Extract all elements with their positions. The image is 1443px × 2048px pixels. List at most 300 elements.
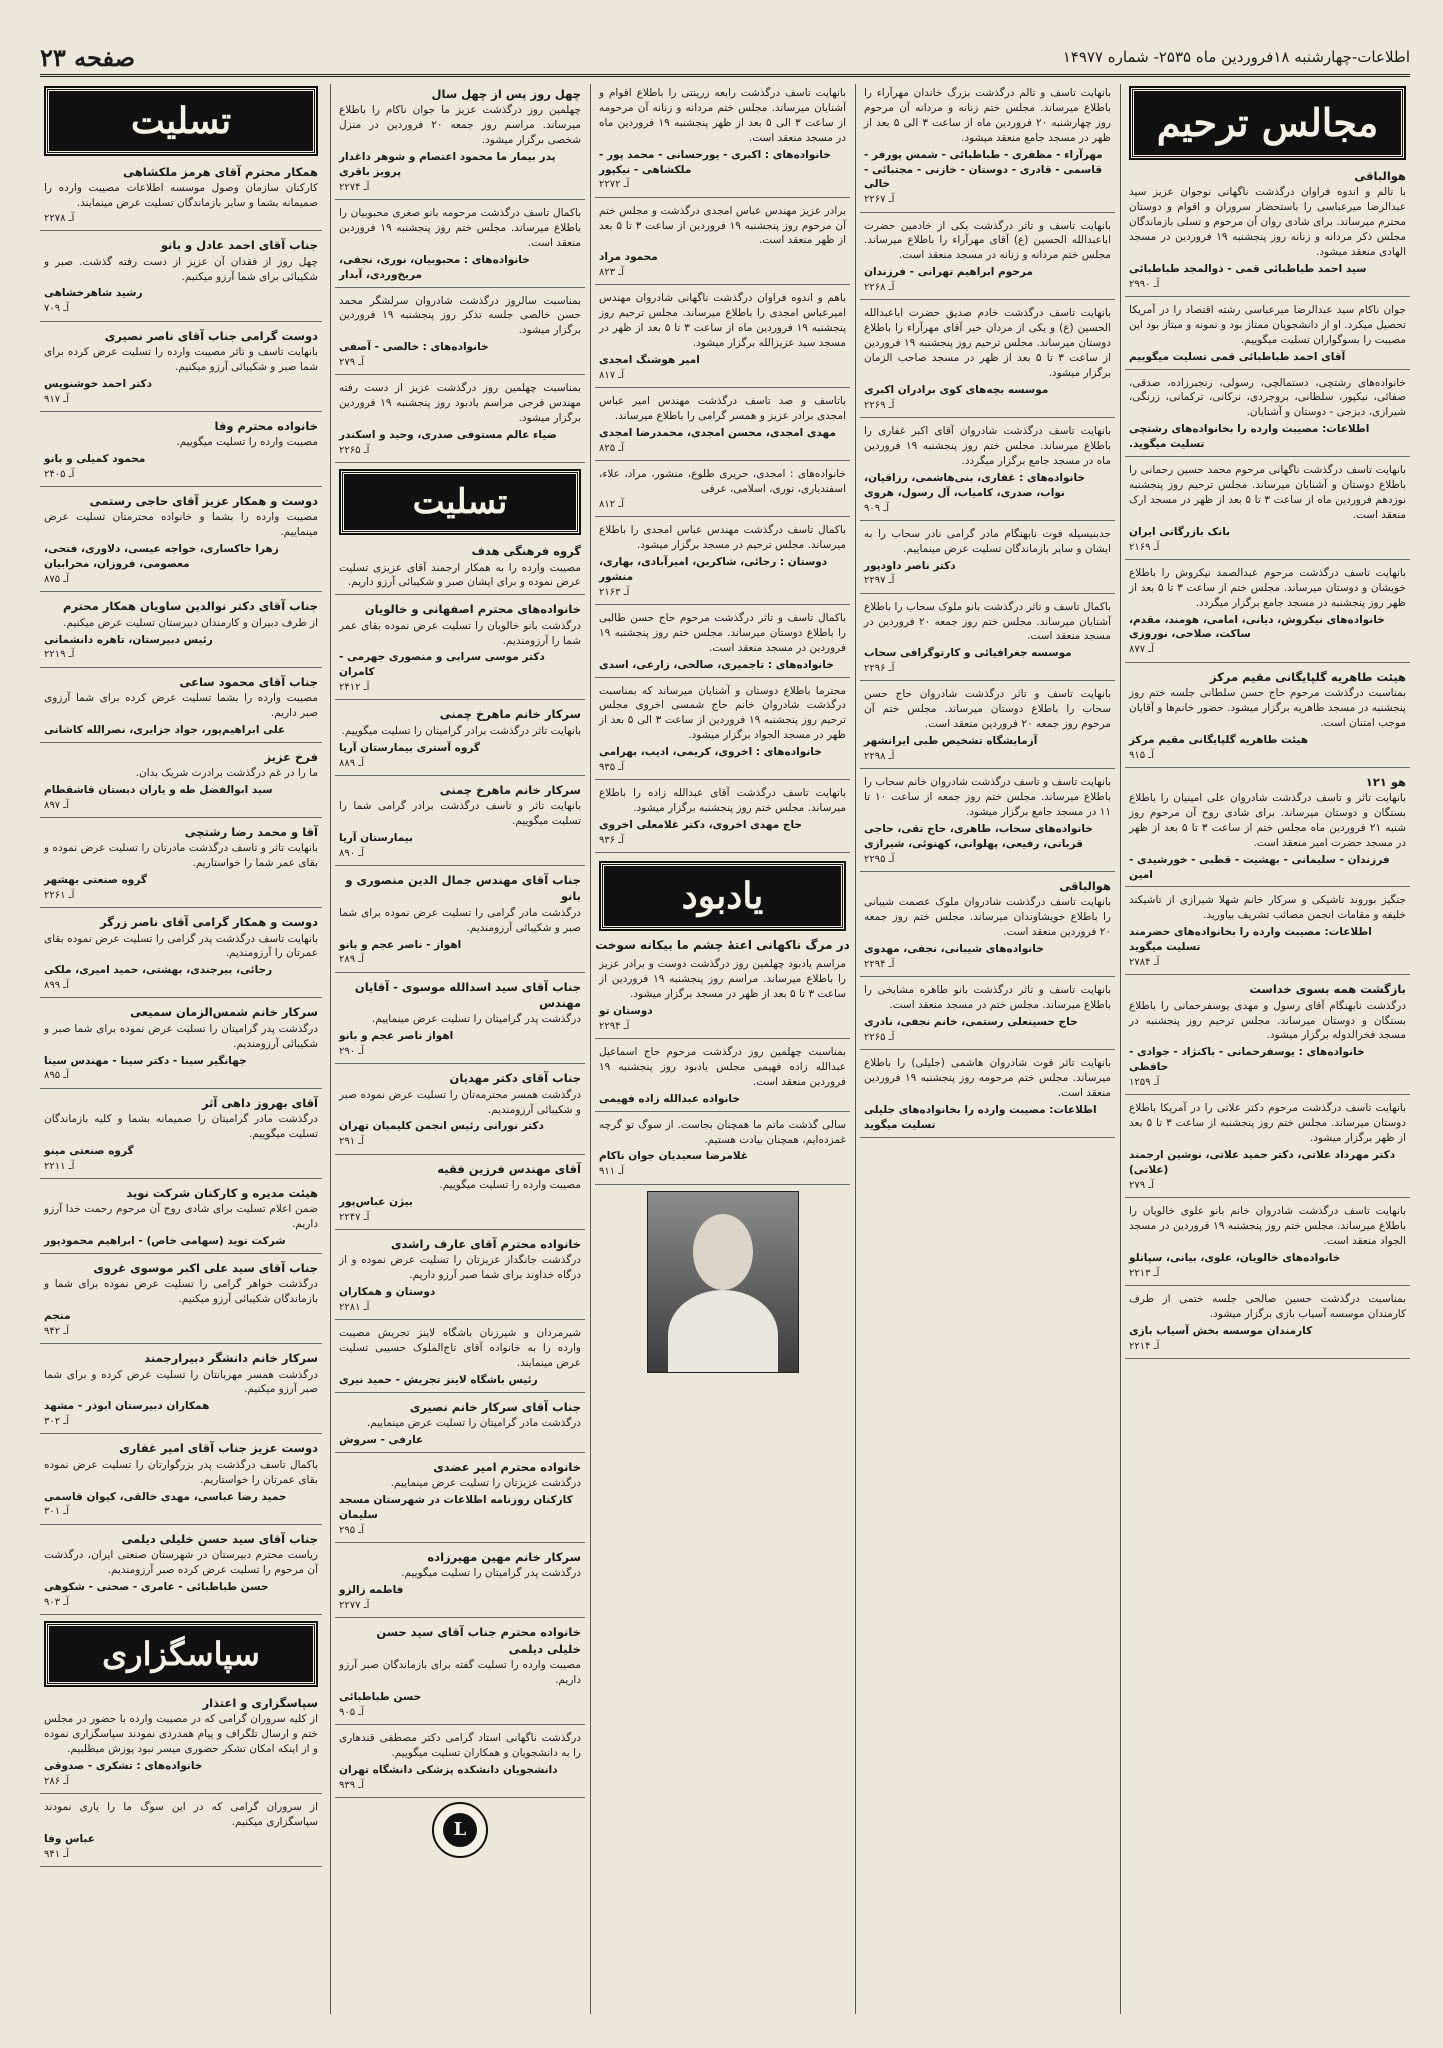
notice-item [335,977,585,1065]
notice-signature: جهانگیر سینا - دکتر سینا - مهندس سینا [44,1054,247,1067]
notice-signature: فاطمه زالزو [339,1584,404,1597]
notice-body: بانهایت تاسف و تاثر درگذشت شادروان حاج حسن سحاب را باطلاع دوستان میرساند. مجلس ختم آن مرحوم روز جمعه ۲۰ فروردین منعقد است. [864,688,1111,731]
notice-body: درگذشت پدر گرامیتان را تسلیت عرض نموده برای شما صبر و شکیبائی آرزومندیم. [44,1022,318,1050]
notice-body: درگذشت بانو خالویان را تسلیت عرض نموده بقای عمر شما را آرزومندیم. [339,619,581,647]
notice-item [1125,461,1410,560]
notice-title: جناب آقای مهندس جمال الدین منصوری و بانو [345,873,581,904]
notice-code: آـ ۲۲۹۴ [864,958,895,970]
notice-code: آـ ۸۱۷ [599,369,625,381]
notice-code: آـ ۲۲۷۸ [44,213,75,225]
notice-signature: عارفی - سروش [339,1433,424,1446]
notice-item [1125,772,1410,888]
notice-body: مصیبت وارده را بشما تسلیت عرض کرده برای شما آرزوی صبر داریم. [44,691,318,719]
notice-item [335,204,585,288]
notice-item [335,1159,585,1230]
notice-signature: رجائی، بیرجندی، بهشتی، حمید امیری، ملکی [44,964,273,977]
notice-title: آقا و محمد رضا رشتچی [184,824,318,839]
notice-title: سرکار خانم ماهرخ چمنی [439,782,581,797]
notice-item [595,521,850,605]
notice-body: بانهایت تاسف و تاثر درگذشت یکی از خادمین حضرت اباعبدالله الحسین (ع) آقای مهرآراء را باطلاع میرساند. مجلس ختم مردانه و زنانه در مسجد منعقد است. [864,219,1111,262]
notice-signature: سید ابوالفضل طه و یاران دبستان قاشقطام [44,783,273,796]
notice-code: آـ ۸۹۹ [44,980,70,992]
notice-signature: اطلاعات: مصیبت وارده را بخانواده‌های حضرمند تسلیت میگوید [1129,926,1372,954]
notice-title: خانواده محترم جناب آقای سید حسن خلیلی دیلمی [376,1625,581,1656]
notice-code: آـ ۲۲۶۷ [864,194,895,206]
notice-signature: آزمایشگاه تشخیص طبی ایرانشهر [864,735,1038,748]
notice-signature: پدر بیمار ما محمود اعتصام و شوهر داغدار پرویز باقری [339,151,556,178]
notice-signature: امیر هوشنگ امجدی [599,354,700,367]
notice-code: آـ ۲۲۶۸ [864,282,895,294]
notice-code: آـ ۸۹۷ [44,799,70,811]
notice-body: شیرمردان و شیرزنان باشگاه لاینز تجریش مصیبت وارده را به خانواده آقای تاج‌الملوک حسیبی تسلیت عرض مینمایند. [339,1327,581,1369]
notice-code: آـ ۹۰۹ [864,502,890,514]
notice-item [335,1234,585,1320]
column-majales-tarhim [1125,84,1410,2014]
notice-item [335,1457,585,1543]
notice-body: باکمال تاسف درگذشت مرحومه بانو صغری محبوبیان را باطلاع میرساند. مجلس ختم روز پنجشنبه ۱۹ فروردین منعقد است. [339,207,581,249]
notice-body: خانواده‌های رشتچی، دستمالچی، رسولی، رنجبرزاده، صدقی، صفائی، نیکپور، سلطانی، بروجردی، نرکانی، ترکمانی، زرنگی، شیرازی، دیزجی - دوستان و آشنایان. [1129,376,1406,419]
notice-signature: خانواده‌های سحاب، طاهری، حاج تقی، حاجی قربانی، رفیعی، پهلوانی، کهنوئی، شیرازی [864,822,1093,850]
notice-item [860,84,1115,213]
notice-signature: مهرآراء - مظفری - طباطبائی - شمس پورفر - قاسمی - قادری - دوستان - خازنی - مجتبائی - خالی [864,148,1103,191]
notice-body: بانهایت تاثر و تاسف درگذشت مادرتان را تسلیت عرض نموده و بقای عمر شما را خواستاریم. [44,842,318,870]
notice-item [1125,667,1410,768]
notice-signature: شرکت نوید (سهامی خاص) - ابراهیم محمودپور [44,1235,286,1248]
notice-title: جناب آقای سرکار خانم نصیری [409,1399,581,1414]
notice-body: درگذشت همسر مهربانتان را تسلیت عرض کرده و برای شما صبر آرزو میکنیم. [44,1368,318,1396]
notice-item [40,416,322,487]
notice-body: بانهایت تاسف درگذشت مرحوم عبدالصمد نیکروش را باطلاع خویشان و دوستان میرساند. مجلس ختم از ساعت ۳ تا ۵ بعد از ظهر روز پنجشنبه در مسجد جامع برگزار میگردد. [1129,566,1406,609]
columns-area [40,84,1410,2014]
notice-item [40,162,322,231]
notice-item [40,235,322,321]
notice-code: آـ ۲۲۹۴ [599,1020,630,1032]
notice-body: بانهایت تاسف و تاثر درگذشت بانو طاهره مشایخی را باطلاع میرساند. مجلس ختم در مسجد منعقد است. [864,984,1111,1011]
notice-signature: محمود مراد [599,251,658,264]
notice-code: آـ ۹۴۱ [44,1848,70,1860]
notice-signature: مرحوم ابراهیم تهرانی - فرزندان [864,266,1033,279]
column-obituaries-3 [595,84,850,2014]
notice-title: هوالباقی [1059,878,1111,893]
obituary-list [595,84,850,853]
notice-body: بانهایت تاسف و تالم درگذشت بزرگ خاندان مهرآراء را باطلاع میرساند. مجلس ختم زنانه و مردانه آن مرحوم روز چهارشنبه ۲۰ فروردین ماه از ساعت ۳ الی ۵ بعد از ظهر در مسجد جامع منعقد میشود. [864,87,1111,144]
notice-item [40,1183,322,1254]
notice-item [40,747,322,818]
notice-title: چهل روز پس از چهل سال [431,87,581,101]
notice-code: آـ ۲۷۹ [339,357,365,369]
notice-item [595,609,850,678]
notice-item [335,379,585,463]
notice-code: آـ ۸۲۳ [599,267,625,279]
notice-title: جناب آقای دکتر نوالدین ساویان همکار محترم [63,599,318,614]
notice-body: مصیبت وارده را تسلیت میگوییم. [439,1178,581,1191]
notice-title: هوالباقی [1354,169,1406,183]
notice-body: درگذشت ناگهانی استاد گرامی دکتر مصطفی قندهاری را به دانشجویان و همکاران تسلیت میگوییم. [339,1731,581,1759]
notice-item [595,289,850,388]
notice-item [860,422,1115,521]
notice-signature: بانک بازرگانی ایران [1129,525,1231,538]
notice-item [335,292,585,376]
notice-code: آـ ۲۲۹۶ [864,663,895,675]
notice-item [335,599,585,700]
notice-signature: اهواز ناصر عجم و بانو [339,1030,454,1043]
notice-item [335,1068,585,1154]
notice-signature: حسن طباطبائی - عامری - صحتی - شکوهی [44,1580,269,1593]
majales-tarhim-banner: مجالس ترحیم [1131,88,1404,158]
notice-item [40,1002,322,1088]
notice-body: بانهایت تاسف درگذشت شادروان خانم بانو علوی خالویان را باطلاع میرساند. مجلس ختم روز پنجشنبه ۱۹ فروردین در مسجد الجواد منعقد است. [1129,1205,1406,1247]
notice-code: آـ ۸۲۵ [599,442,625,454]
notice-signature: خانواده‌های خالویان، علوی، بیانی، سپانلو [1129,1251,1341,1264]
notice-item [1125,374,1410,458]
notice-code: آـ ۲۲۶۵ [339,445,370,457]
notice-code: آـ ۲۷۹ [1129,1179,1155,1191]
notice-code: آـ ۲۱۶۳ [599,586,630,598]
notice-body: ریاست محترم دبیرستان در شهرستان صنعتی ایران، درگذشت آن مرحوم را تسلیت عرض کرده صبر آرزومندیم. [44,1548,318,1576]
notice-body: بانهایت تاسف درگذشت شادروان ملوک عصمت شیبانی را باطلاع خویشاوندان میرساند. مجلس ختم روز جمعه ۲۰ فروردین منعقد است. [864,896,1111,939]
notice-code: آـ ۲۲۹۵ [864,853,895,865]
notice-item [335,1397,585,1453]
notice-code: آـ ۲۴۰۵ [44,468,75,480]
notice-code: آـ ۹۳۹ [339,1779,365,1791]
notice-body: بمناسبت چهلمین روز درگذشت مرحوم حاج اسماعیل عبدالله زاده فهیمی مجلس یادبود روز پنجشنبه ۱۹ فروردین منعقد است. [599,1045,846,1088]
notice-signature: کارکنان روزنامه اطلاعات در شهرستان مسجد سلیمان [339,1494,573,1521]
notice-body: بمناسبت درگذشت مرحوم حاج حسن سلطانی جلسه ختم روز پنجشنبه در مسجد طاهریه برگزار میشود. حضور خانم‌ها و آقایان موجب امتنان است. [1129,686,1406,729]
notice-signature: دوستان : رجائی، شاکرین، امیرآبادی، بهاری، منشور [599,555,828,583]
notice-title: خانواده محترم آقای عارف راشدی [390,1236,581,1251]
notice-body: بانهایت تاسف درگذشت رابعه زرینتی را باطلاع اقوام و آشنایان میرساند. مجلس ختم مردانه و زنانه آن مرحومه از ساعت ۳ الی ۵ بعد از ظهر پنجشنبه ۱۹ فروردین ماه در مسجد منعقد است. [599,87,846,144]
notice-body: از طرف دبیران و کارمندان دبیرستان تسلیت عرض میکنیم. [63,616,318,629]
notice-signature: رئیس باشگاه لاینز تجریش - حمید نیری [339,1373,538,1386]
obituary-list [335,84,585,463]
notice-body: مراسم یادبود چهلمین روز درگذشت دوست و برادر عزیز را باطلاع میرساند. مراسم روز پنجشنبه ۱۹ فروردین از ساعت ۳ تا ۵ بعد از ظهر در مسجد برگزار میشود. [599,958,846,1000]
notice-title: هیئت مدیره و کارکنان شرکت نوید [126,1185,318,1200]
notice-signature: خانواده‌های : تاجمیری، صالحی، زارعی، اسدی [599,658,834,671]
notice-code: آـ ۲۹۵ [339,1524,365,1536]
notice-signature: گروه آستری بیمارستان آریا [339,741,480,754]
condolence-list [40,162,322,1615]
column-divider [1120,84,1121,2014]
notice-item [335,1547,585,1618]
notice-body: درگذشت مادر گرامی را تسلیت عرض نموده برای شما صبر و شکیبائی آرزومندیم. [339,906,581,934]
notice-item [335,780,585,866]
notice-item [595,465,850,517]
notice-body: بمناسبت چهلمین روز درگذشت عزیز از دست رفته مهندس فرجی مراسم یادبود روز پنجشنبه ۱۹ فروردین برگزار میشود. [339,382,581,425]
notice-item [595,682,850,781]
notice-signature: منجم [44,1310,71,1323]
notice-body: درگذشت جانگداز عزیزتان را تسلیت عرض نموده و از درگاه خداوند برای شما صبر آرزو داریم. [339,1254,581,1282]
notice-signature: فرزندان - سلیمانی - بهشیت - قطبی - خورشیدی - امین [1129,853,1390,881]
notice-signature: خانواده‌های : یوسفرحمانی - باکنژاد - جوادی - حافظی [1129,1046,1365,1074]
notice-body: بمناسبت درگذشت حسین صالحی جلسه ختمی از طرف کارمندان موسسه آسیاب بازی برگزار میشود. [1129,1292,1406,1320]
notice-item [595,202,850,286]
notice-code: آـ ۹۴۲ [44,1326,70,1337]
condolence-list [335,541,585,1798]
notice-title: سرکار خانم مهین مهیرزاده [427,1550,581,1565]
notice-signature: خانواده‌های : محبوبیان، نوری، نجفی، مریخ‌وردی، آبدار [339,253,530,281]
notice-title: خانواده محترم امیر عضدی [433,1459,581,1474]
notice-code: آـ ۲۲۸۱ [339,1301,370,1313]
notice-item [1125,166,1410,297]
notice-title: خانواده محترم وفا [214,418,318,433]
notice-title: سرکار خانم ماهرخ چمنی [439,707,581,722]
notice-body: ضمن اعلام تسلیت برای شادی روح آن مرحوم رحمت خدا آرزو داریم. [44,1203,318,1231]
notice-body: باتاسف و صد تاسف درگذشت مهندس امیر عباس امجدی برادر عزیز و همسر گرامی را باطلاع میرساند. [599,395,846,423]
notice-body: بانهایت تاثر فوت شادروان هاشمی (جلیلی) را باطلاع میرساند. مجلس ختم مرحومه روز پنجشنبه ۱۹ فروردین منعقد است. [864,1056,1111,1099]
notice-title: هو ۱۲۱ [1365,774,1406,789]
notice-code: آـ ۹۱۷ [44,393,70,405]
notice-item [335,84,585,200]
notice-code: آـ ۲۲۱۳ [1129,1267,1160,1279]
notice-item [40,822,322,908]
notice-code: آـ ۲۹۱ [339,1136,365,1148]
notice-item [1125,1202,1410,1286]
notice-title: همکار محترم آقای هرمز ملکشاهی [123,165,318,179]
notice-item [335,541,585,595]
notice-code: آـ ۸۱۲ [599,498,625,510]
notice-signature: اهواز - ناصر عجم و بانو [339,938,462,951]
notice-code: آـ ۸۹۰ [339,847,365,859]
notice-body: ما را در غم درگذشت برادرت شریک بدان. [135,766,318,779]
notice-signature: خانواده‌های : اکبری - یورحسانی - محمد پور - ملکشاهی - نیکپور [599,148,831,176]
notice-code: آـ ۳۰۲ [44,1416,70,1428]
notice-code: آـ ۲۲۱۴ [1129,1340,1160,1352]
notice-body: باکمال تاسف و تاثر درگذشت بانو ملوک سحاب را باطلاع آشنایان میرساند. مجلس ختم روز جمعه ۲۰ فروردین در مسجد منعقد است. [864,600,1111,643]
notice-code: آـ ۸۸۹ [339,757,365,769]
notice-signature: کارمندان موسسه بخش آسیاب بازی [1129,1324,1313,1337]
notice-item [40,1348,322,1434]
notice-item [860,525,1115,594]
sepasgozari-banner: سپاسگزاری [46,1623,316,1685]
yadbood-list [595,955,850,1184]
notice-code: آـ ۲۲۷۷ [339,1600,370,1612]
notice-body: از سروران گرامی که در این سوگ ما را یاری نمودند سپاسگزاری میکنیم. [44,1801,318,1828]
notice-item [595,84,850,198]
notice-code: آـ ۹۱۱ [599,1166,625,1178]
notice-body: باکمال تاسف درگذشت پدر بزرگوارتان را تسلیت عرض نموده بقای عمرتان را خواستاریم. [44,1458,318,1486]
notice-code: آـ ۲۲۷۲ [599,179,630,191]
notice-title: سرکار خانم شمس‌الزمان سمیعی [130,1005,318,1020]
notice-body: جدبنیسیله فوت نابهنگام مادر گرامی نادر سحاب را به ایشان و سایر بازماندگان تسلیت عرض مینماییم. [864,527,1111,555]
notice-signature: اطلاعات: مصیبت وارده را بخانواده‌های رشتچی تسلیت میگوید. [1129,423,1370,451]
notice-code: آـ ۳۰۱ [44,1506,70,1518]
notice-item [40,672,322,743]
notice-signature: دوستان تو [599,1004,653,1017]
notice-code: آـ ۹۱۵ [1129,749,1155,761]
notice-item [335,870,585,973]
notice-code: آـ ۲۷۸۴ [1129,957,1160,969]
notice-item [860,598,1115,682]
notice-item [335,1622,585,1725]
notice-code: آـ ۸۷۷ [1129,644,1155,656]
notice-body: چهلمین روز درگذشت عزیز ما جوان ناکام را باطلاع میرساند. مراسم روز جمعه ۲۰ فروردین در منزل شخصی برگزار میشود. [339,104,581,147]
notice-code: آـ ۲۲۶۱ [44,890,75,902]
notice-body: مصیبت وارده را تسلیت گفته برای بازماندگان صبر آرزو داریم. [339,1659,581,1686]
column-divider [330,84,331,2014]
notice-signature: اطلاعات: مصیبت وارده را بخانواده‌های جلیلی تسلیت میگوید [864,1103,1097,1131]
notice-title: دوست و همکار گرامی آقای ناصر زرگر [100,915,318,930]
notice-signature: زهرا خاکساری، خواجه عیسی، دلاوری، فتحی، معصومی، فروزان، محرابیان [44,543,279,571]
notice-body: درگذشت مادر گرامیتان را تسلیت عرض مینماییم. [366,1417,581,1430]
notice-signature: دانشجویان دانشکده پزشکی دانشگاه تهران [339,1763,558,1776]
notice-body: بانهایت تاسف درگذشت خادم صدیق حضرت اباعبدالله الحسین (ع) و یکی از مردان خیر آقای مهرآراء را باطلاع دوستان میرساند. مجلس ترحیم روز پنجشنبه ۱۹ فروردین از ساعت ۳ تا ۵ بعد از ظهر در مسجد صاحب الزمان برگزار میشود. [864,307,1111,379]
notice-item [1125,564,1410,663]
notice-signature: دکتر موسی سرابی و منصوری جهرمی - کامران [339,651,545,679]
notice-code: آـ ۲۲۹۸ [864,751,895,763]
notice-code: آـ ۲۸۶ [44,1775,70,1787]
notice-body: بانهایت تاسف درگذشت آقای عبدالله زاده را باطلاع میرساند. مجلس ختم روز پنجشنبه برگزار میشود. [599,787,846,815]
notice-signature: حمید رضا عباسی، مهدی خالقی، کیوان قاسمی [44,1490,287,1503]
notice-body: جنگیز بوروند تاشیکی و سرکار خانم شهلا شیرازی از تاشیکند خلیفه و مقامات انجمن مصائب تشریف بیاورید. [1129,894,1406,922]
notice-title: سپاسگزاری و اعتذار [202,1695,318,1710]
notice-item [335,1324,585,1393]
notice-signature: مهدی امجدی، محسن امجدی، محمدرضا امجدی [599,426,836,439]
notice-code: آـ ۷۰۹ [44,303,70,315]
notice-signature: موسسه بچه‌های کوی برادران اکبری [864,383,1049,396]
notice-body: بانهایت تاثر و تاسف درگذشت شادروان علی امینیان را باطلاع بستگان و دوستان میرساند. برای شادی روح آن مرحوم روز شنبه ۲۱ فروردین ماه مجلس ختم از ساعت ۳ تا ۵ بعد از ظهر در مسجد حضرت امیر منعقد است. [1129,792,1406,849]
column-divider [590,84,591,2014]
notice-signature: دوستان و همکاران [339,1285,436,1298]
thanks-list [40,1693,322,1867]
notice-item [40,912,322,998]
notice-body: بانهایت تاثر و تاسف درگذشت برادر گرامی شما را تسلیت میگوییم. [339,800,581,828]
notice-signature: حاج حسینعلی رستمی، خانم نجفی، نادری [864,1015,1078,1028]
notice-body: مصیبت وارده را تسلیت میگوییم. [176,436,318,449]
notice-code: آـ ۲۲۶۹ [864,399,895,411]
notice-body: بانهایت تاسف درگذشت شادروان آقای اکبر غفاری را باطلاع میرساند. مجلس ختم روز پنجشنبه ۱۹ فروردین ماه در مسجد جامع برگزار میگردد. [864,424,1111,467]
notice-body: درگذشت نابهنگام آقای رسول و مهدی یوسفرحمانی را باطلاع بستگان و دوستان میرساند. مجلس ترحیم روز پنجشنبه در مسجد فخرالدوله برگزار میشود. [1129,999,1406,1042]
notice-item [860,217,1115,301]
page-number: صفحه ۲۳ [40,42,136,72]
notice-code: آـ ۲۲۴۷ [339,1211,370,1223]
notice-signature: بیمارستان آریا [339,831,413,844]
notice-item [40,1798,322,1867]
notice-item [335,704,585,775]
notice-signature: گروه صنعتی بهشهر [44,874,147,887]
notice-code: آـ ۱۲۵۹ [1129,1077,1160,1089]
notice-body: درگذشت خواهر گرامی را تسلیت عرض نموده برای شما و بازماندگان شکیبائی آرزو میکنیم. [44,1278,318,1306]
notice-signature: سید احمد طباطبائی قمی - ذوالمجد طباطبائی [1129,262,1367,275]
portrait-photo [647,1191,799,1373]
notice-item [40,491,322,592]
notice-item [40,596,322,667]
notice-body: سالی گذشت ماتم ما همچنان بجاست. از سوگ تو گرچه غمزده‌ایم، همچنان بیادت هستیم. [599,1118,846,1146]
tasliat-banner: تسلیت [46,88,316,154]
notice-code: آـ ۹۰۵ [339,1706,365,1718]
notice-body: مصیبت وارده را بشما و خانواده محترمتان تسلیت عرض مینماییم. [44,511,318,539]
column-obituaries-4 [335,84,585,2014]
notice-signature: خانواده‌های : غفاری، بنی‌هاشمی، رزاقیان، نواب، صدری، کامیاب، آل رسول، هروی [864,471,1086,499]
notice-item [595,784,850,853]
notice-signature: خانواده‌های نیکروش، دیانی، امامی، هومند، مقدم، ساکت، صلاحی، نوروزی [1129,613,1385,641]
notice-item [40,1093,322,1179]
notice-body: بانهایت تاسف درگذشت پدر گرامی را تسلیت عرض نموده بقای عمرتان را آرزومندیم. [44,932,318,960]
notice-item [595,955,850,1039]
notice-title: آقای مهندس فرزین فقیه [437,1161,581,1176]
notice-title: جناب آقای احمد عادل و بانو [160,238,318,253]
notice-signature: خانواده‌های : خالصی - آصفی [339,341,489,354]
notice-title: جناب آقای سید اسدالله موسوی - آقایان مهندس [354,979,581,1010]
notice-body: بانهایت تاسف درگذشت مرحوم دکتر علاتی را در آمریکا باطلاع دوستان میرساند. مجلس ختم روز پنجشنبه از ساعت ۳ تا ۵ بعد از ظهر برگزار میشود. [1129,1102,1406,1145]
notice-body: درگذشت عزیزتان را تسلیت عرض مینماییم. [390,1477,581,1490]
notice-code: آـ ۲۸۹ [339,954,365,966]
notice-item [860,304,1115,418]
notice-item [40,1438,322,1524]
notice-title: خانواده‌های محترم اصفهانی و خالویان [364,602,581,617]
notice-signature: خانواده‌های : اخروی، کریمی، ادیب، بهرامی [599,746,822,759]
notice-body: بانهایت تاثر درگذشت برادر گرامیتان را تسلیت میگوییم. [341,724,581,737]
column-tasliat [40,84,322,2014]
notice-code: آـ ۲۲۹۷ [864,575,895,587]
column-obituaries-2 [860,84,1115,2014]
notice-item [860,981,1115,1050]
notice-signature: دکتر ناصر داودپور [864,559,956,572]
notice-item [1125,1099,1410,1198]
notice-body: با تالم و اندوه فراوان درگذشت ناگهانی نوجوان عزیز سید عبدالرضا میرعباسی را باستحضار سروران و اقوام و دوستان محترم میرساند. برای شادی روان آن مرحوم و تسلی بازماندگان مجلس ذکر مردانه و زنانه روز پنجشنبه ۱۹ فروردین در مسجد الهادی منعقد میشود. [1129,186,1406,258]
notice-body: باکمال تاسف و تاثر درگذشت مرحوم حاج حسن طالبی را باطلاع دوستان میرساند. مجلس ختم روز پنجشنبه ۱۹ فروردین در مسجد منعقد است. [599,611,846,654]
notice-signature: گروه صنعتی مینو [44,1144,134,1157]
notice-signature: رئیس دبیرستان، تاهره دانشمانی [44,633,213,646]
notice-item [335,1729,585,1798]
notice-code: آـ ۲۹۰ [339,1046,365,1058]
notice-code: آـ ۲۲۷۴ [339,181,370,193]
notice-body: درگذشت همسر محترمه‌تان را تسلیت عرض نموده صبر و شکیبائی آرزومندیم. [339,1088,581,1116]
notice-signature: حسن طباطبائی [339,1690,422,1703]
notice-signature: خانواده عبدالله زاده فهیمی [599,1092,740,1105]
notice-signature: دکتر مهرداد علاتی، دکتر حمید علاتی، نوشین ارجمند (علاتی) [1129,1149,1396,1176]
notice-title: جناب آقای سید حسن خلیلی دیلمی [121,1531,318,1546]
notice-item [1125,891,1410,975]
notice-body: از کلیه سروران گرامی که در مصیبت وارده با حضور در مجلس ختم و ارسال تلگراف و پیام همدردی نمودند سپاسگزاری نموده و از اینکه امکان تشکر حضوری میسر نبود پوزش میطلبیم. [44,1713,318,1756]
notice-item [1125,301,1410,370]
tasliat-banner-2: تسلیت [341,471,579,533]
notice-code: آـ ۹۳۵ [599,762,625,774]
notice-signature: خانواده‌های شیبانی، نجفی، مهدوی [864,942,1044,955]
notice-body: بمناسبت سالروز درگذشت شادروان سرلشگر محمد حسن خالصی جلسه تذکر روز پنجشنبه ۱۹ فروردین برگزار میشود. [339,294,581,337]
notice-item [860,685,1115,769]
notice-item [595,392,850,461]
notice-title: دوست گرامی جناب آقای ناصر نصیری [104,328,318,343]
notice-item [595,1116,850,1185]
notice-body: باکمال تاسف درگذشت مهندس عباس امجدی را باطلاع میرساند. مجلس ترحیم در مسجد برگزار میشود. [599,524,846,551]
notice-signature: موسسه جغرافیائی و کارتوگرافی سحاب [864,647,1072,660]
obituary-list [860,84,1115,1138]
notice-body: بانهایت تاسف و تاثر مصیبت وارده را تسلیت عرض کرده برای شما صبر و شکیبائی آرزو میکنیم. [44,345,318,373]
notice-signature: آقای احمد طباطبائی قمی تسلیت میگوییم [1129,350,1346,363]
notice-item [860,1054,1115,1138]
notice-title: هیئت طاهریه گلپایگانی مقیم مرکز [1209,669,1406,684]
column-divider [855,84,856,2014]
page-header [40,40,1410,77]
notice-signature: رشید شاهرخشاهی [44,287,143,300]
notice-title: دوست و همکار عزیز آقای حاجی رستمی [89,494,318,509]
notice-body: درگذشت پدر گرامیتان را تسلیت میگوییم. [401,1567,581,1580]
notice-item [860,876,1115,977]
notice-title: دوست عزیز جناب آقای امیر غفاری [119,1441,318,1456]
notice-code: آـ ۸۹۵ [44,1070,70,1082]
notice-title: فرخ عزیز [264,749,318,764]
obituary-list [1125,166,1410,1359]
notice-item [1125,1290,1410,1359]
notice-item [595,1043,850,1112]
yadbood-banner: یادبود [601,863,844,929]
notice-signature: همکاران دبیرستان ابوذر - مشهد [44,1400,210,1413]
notice-signature: عباس وفا [44,1832,95,1845]
notice-code: آـ ۹۰۳ [44,1596,70,1608]
notice-item [40,326,322,412]
notice-title: آقای بهروز داهی آثر [201,1095,318,1110]
notice-code: آـ ۸۷۵ [44,574,70,586]
